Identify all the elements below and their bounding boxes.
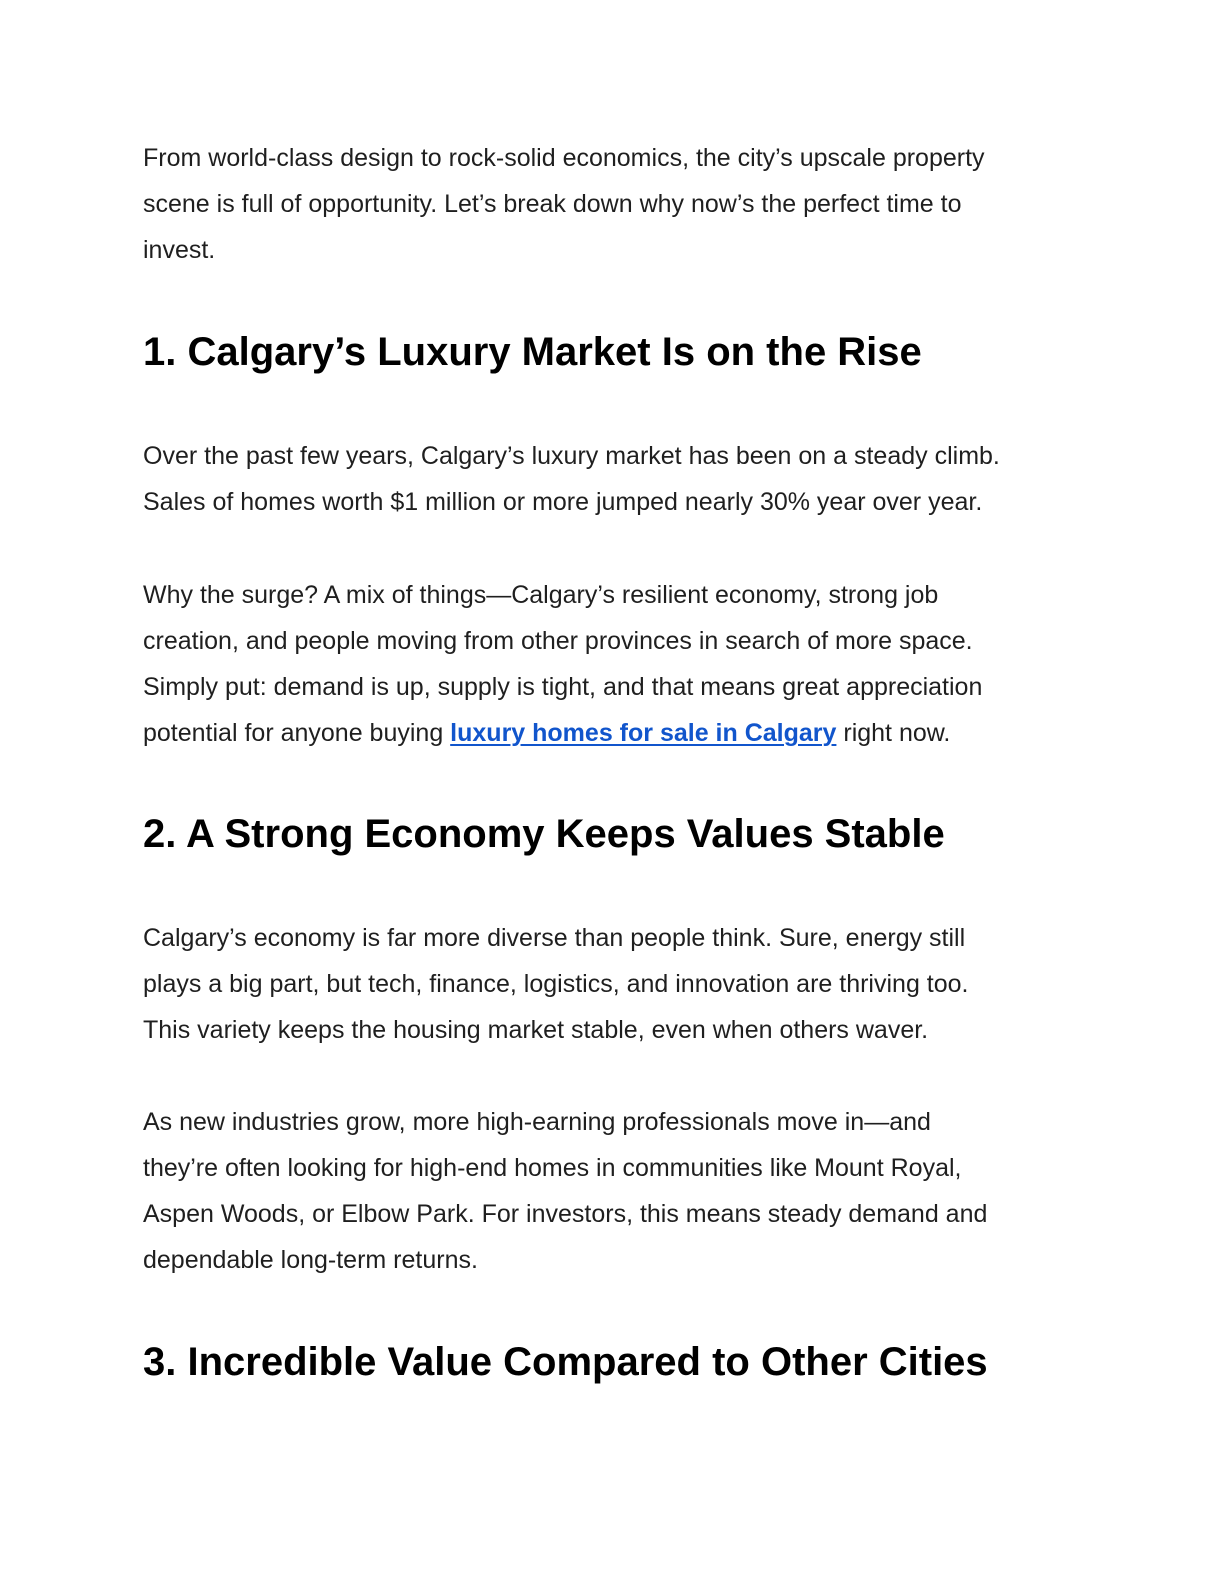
text-line: Why the surge? A mix of things—Calgary’s resilient economy, strong job bbox=[143, 581, 939, 609]
section-1-paragraph-2 bbox=[143, 572, 1073, 756]
text-line: creation, and people moving from other provinces in search of more space. bbox=[143, 627, 973, 655]
text-line: Over the past few years, Calgary’s luxury market has been on a steady climb. bbox=[143, 442, 1000, 470]
section-2-paragraph-2 bbox=[143, 1099, 1073, 1283]
section-2-heading: 2. A Strong Economy Keeps Values Stable bbox=[143, 812, 945, 856]
section-3-heading: 3. Incredible Value Compared to Other Cities bbox=[143, 1340, 988, 1384]
text-fragment: potential for anyone buying bbox=[143, 719, 451, 747]
text-line: Aspen Woods, or Elbow Park. For investors, this means steady demand and bbox=[143, 1200, 988, 1228]
luxury-homes-link[interactable]: luxury homes for sale in Calgary bbox=[450, 719, 837, 747]
section-1-heading: 1. Calgary’s Luxury Market Is on the Rise bbox=[143, 330, 922, 374]
text-line: This variety keeps the housing market stable, even when others waver. bbox=[143, 1016, 929, 1044]
text-line: As new industries grow, more high-earning professionals move in—and bbox=[143, 1108, 931, 1136]
section-1-paragraph-1 bbox=[143, 433, 1073, 525]
text-line: dependable long-term returns. bbox=[143, 1246, 478, 1274]
text-line: they’re often looking for high-end homes in communities like Mount Royal, bbox=[143, 1154, 962, 1182]
text-line: From world-class design to rock-solid economics, the city’s upscale property bbox=[143, 144, 985, 172]
text-fragment: right now. bbox=[836, 719, 951, 747]
text-line: Calgary’s economy is far more diverse than people think. Sure, energy still bbox=[143, 924, 966, 952]
text-line: Sales of homes worth $1 million or more jumped nearly 30% year over year. bbox=[143, 488, 983, 516]
intro-paragraph bbox=[143, 135, 1073, 273]
text-line bbox=[143, 710, 1073, 756]
text-line: Simply put: demand is up, supply is tight, and that means great appreciation bbox=[143, 673, 983, 701]
section-2-paragraph-1 bbox=[143, 915, 1073, 1053]
text-line: plays a big part, but tech, finance, logistics, and innovation are thriving too. bbox=[143, 970, 969, 998]
text-line: scene is full of opportunity. Let’s break down why now’s the perfect time to bbox=[143, 190, 962, 218]
text-line: invest. bbox=[143, 236, 216, 264]
